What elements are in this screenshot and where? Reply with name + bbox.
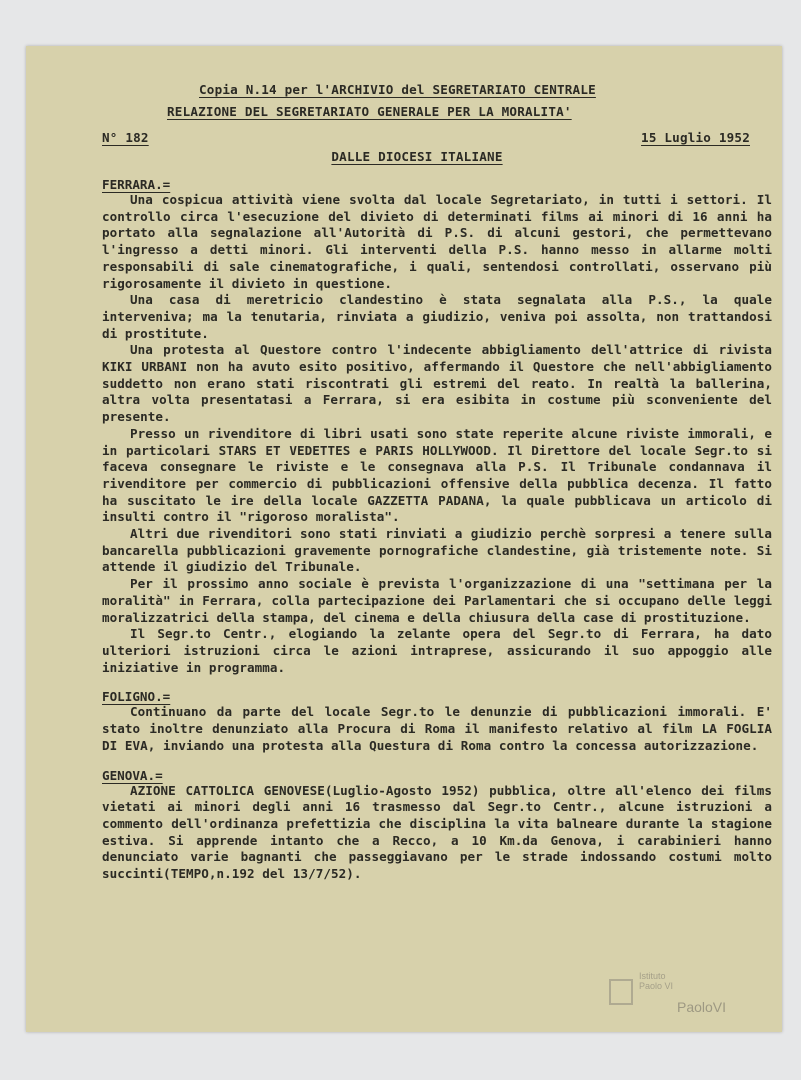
paragraph: Il Segr.to Centr., elogiando la zelante opera del Segr.to di Ferrara, ha dato ulteriori istruzioni circa le azioni intraprese, assicurando il suo appoggio alle iniziative in programma. (102, 626, 772, 675)
document-title: DALLE DIOCESI ITALIANE (331, 149, 503, 164)
section-foligno (102, 689, 772, 754)
paragraph: Per il prossimo anno sociale è prevista l'organizzazione di una "settimana per la moralità" in Ferrara, colla partecipazione dei Parlamentari che si occupano delle leggi moralizzatrici della stampa, del cinema e della chiusura della case di prostituzione. (102, 576, 772, 625)
document-body (102, 82, 772, 883)
paragraph: Una protesta al Questore contro l'indecente abbigliamento dell'attrice di rivista KIKI URBANI non ha avuto esito positivo, affermando il Questore che nell'abbigliamento suddetto non erano stati riscontrati gli estremi del reato. In realtà la ballerina, altra volta presentatasi a Ferrara, si era esibita in costume più sconveniente del presente. (102, 342, 772, 425)
section-ferrara (102, 177, 772, 676)
paragraph: AZIONE CATTOLICA GENOVESE(Luglio-Agosto 1952) pubblica, oltre all'elenco dei films vietati ai minori degli anni 16 trasmesso dal Segr.to Centr., alcune istruzioni a commento dell'ordinanza prefettizia che disciplina la vita balneare durante la stagione estiva. Si apprende intanto che a Recco, a 10 Km.da Genova, i carabinieri hanno denunciato varie bagnanti che passeggiavano per le strade indossando costumi molto succinti(TEMPO,n.192 del 13/7/52). (102, 782, 772, 882)
watermark-text (639, 971, 739, 991)
paragraph: Una cospicua attività viene svolta dal locale Segretariato, in tutti i settori. Il controllo circa l'esecuzione del divieto di determinati films ai minori di 16 anni ha portato alla segnalazione all'Autorità di P.S. di alcuni gestori, che permettevano l'ingresso a detti minori. Gli interventi della P.S. hanno messo in allarme molti responsabili di sale cinematografiche, i quali, sentendosi controllati, osservano più rigorosamente il divieto in questione. (102, 192, 772, 291)
paragraph: Una casa di meretricio clandestino è stata segnalata alla P.S., la quale interveniva; ma la tenutaria, rinviata a giudizio, veniva poi assolta, non trattandosi di prostitute. (102, 292, 772, 341)
watermark-line: Istituto (639, 971, 666, 981)
section-title: GENOVA.= (102, 767, 163, 783)
section-genova (102, 768, 772, 883)
document-page (26, 46, 782, 1032)
report-heading: RELAZIONE DEL SEGRETARIATO GENERALE PER LA MORALITA' (167, 104, 572, 119)
watermark-logo-icon (609, 979, 633, 1005)
archive-watermark (609, 971, 739, 1021)
paragraph: Presso un rivenditore di libri usati sono state reperite alcune riviste immorali, e in particolari STARS ET VEDETTES e PARIS HOLLYWOOD. Il Direttore del locale Segr.to si faceva consegnare le riviste e le consegnava alla P.S. Il Tribunale condannava il rivenditore per commercio di pubblicazioni offensive della pubblica decenza. Il fatto ha suscitato le ire della locale GAZZETTA PADANA, la quale pubblicava un articolo di insulti contro il "rigoroso moralista". (102, 425, 772, 525)
report-date: 15 Luglio 1952 (641, 130, 750, 145)
paragraph: Altri due rivenditori sono stati rinviati a giudizio perchè sorpresi a tenere sulla bancarella pubblicazioni gravemente pornografiche clandestine, già tristemente note. Si attende il giudizio del Tribunale. (102, 526, 772, 575)
section-title: FERRARA.= (102, 177, 171, 192)
watermark-brand: PaoloVI (677, 999, 727, 1015)
report-number: N° 182 (102, 130, 149, 145)
archive-copy-line: Copia N.14 per l'ARCHIVIO del SEGRETARIATO CENTRALE (199, 82, 596, 97)
paragraph: Continuano da parte del locale Segr.to le denunzie di pubblicazioni immorali. E' stato inoltre denunziato alla Procura di Roma il manifesto relativo al film LA FOGLIA DI EVA, inviando una protesta alla Questura di Roma contro la concessa autorizzazione. (102, 704, 772, 753)
section-title: FOLIGNO.= (102, 689, 171, 705)
watermark-line: Paolo VI (639, 981, 674, 991)
number-date-row (102, 130, 772, 145)
